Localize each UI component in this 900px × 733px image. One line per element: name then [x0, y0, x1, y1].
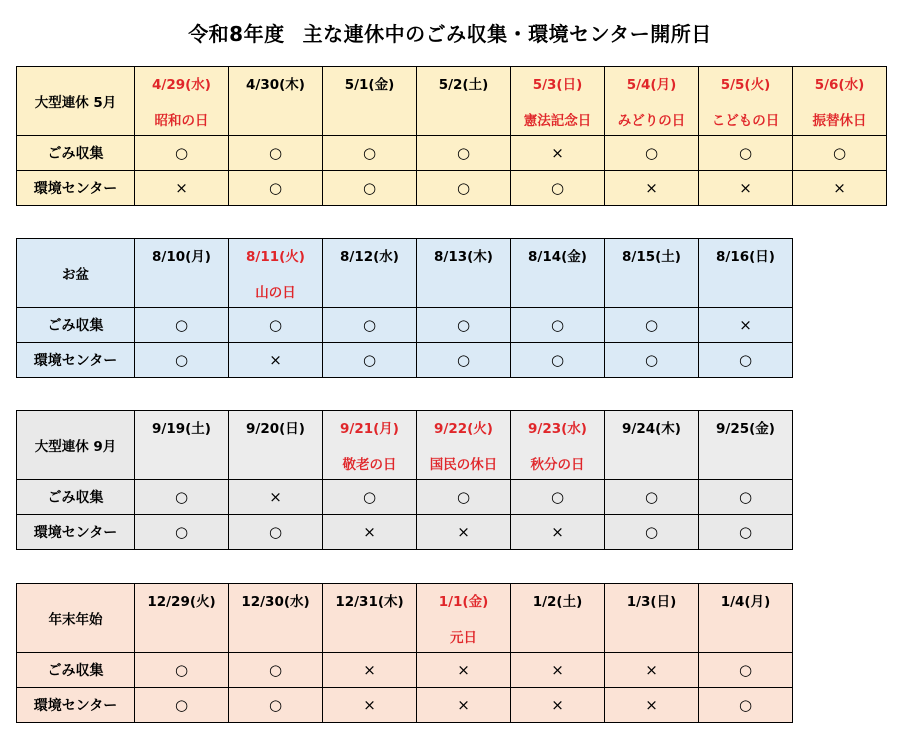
date-cell: [323, 584, 417, 653]
date-text: 9/19(土): [152, 421, 211, 437]
period-label: 大型連休 5月: [17, 67, 135, 136]
closed-mark: ×: [417, 515, 511, 550]
date-text: 1/3(日): [626, 594, 677, 610]
title-year: 令和8年度: [188, 22, 285, 46]
date-text: 9/23(水): [528, 421, 587, 437]
date-cell: [229, 411, 323, 480]
closed-mark: ×: [323, 515, 417, 550]
open-mark: ○: [511, 171, 605, 206]
holiday-name: 振替休日: [812, 113, 867, 129]
schedule-table-september-holidays: [16, 410, 793, 550]
date-cell: [511, 584, 605, 653]
open-mark: ○: [605, 343, 699, 378]
open-mark: ○: [323, 308, 417, 343]
open-mark: ○: [229, 653, 323, 688]
holiday-name: 国民の休日: [429, 457, 498, 473]
open-mark: ○: [699, 515, 793, 550]
environment-center-row: [17, 171, 887, 206]
date-cell: [511, 67, 605, 136]
date-text: 8/15(土): [622, 249, 681, 265]
open-mark: ○: [699, 343, 793, 378]
date-text: 9/20(日): [246, 421, 305, 437]
date-text: 9/25(金): [716, 421, 775, 437]
date-text: 5/6(水): [814, 77, 865, 93]
date-text: 5/3(日): [532, 77, 583, 93]
closed-mark: ×: [229, 343, 323, 378]
date-text: 8/14(金): [528, 249, 587, 265]
date-cell: [605, 584, 699, 653]
date-cell: [229, 67, 323, 136]
row-label: ごみ収集: [17, 653, 135, 688]
holiday-name: こどもの日: [711, 113, 780, 129]
date-cell: [511, 411, 605, 480]
date-cell: [699, 411, 793, 480]
open-mark: ○: [417, 480, 511, 515]
open-mark: ○: [511, 480, 605, 515]
date-text: 5/5(火): [720, 77, 771, 93]
closed-mark: ×: [323, 688, 417, 723]
open-mark: ○: [229, 171, 323, 206]
date-cell: [323, 239, 417, 308]
holiday-name: 昭和の日: [154, 113, 209, 129]
closed-mark: ×: [699, 308, 793, 343]
closed-mark: ×: [417, 653, 511, 688]
closed-mark: ×: [323, 653, 417, 688]
date-text: 12/30(水): [241, 594, 310, 610]
open-mark: ○: [605, 515, 699, 550]
date-cell: [135, 411, 229, 480]
closed-mark: ×: [699, 171, 793, 206]
date-text: 9/24(木): [622, 421, 681, 437]
open-mark: ○: [135, 688, 229, 723]
date-cell: [699, 67, 793, 136]
date-cell: [135, 584, 229, 653]
schedule-table-obon: [16, 238, 793, 378]
title-text: 主な連休中のごみ収集・環境センター開所日: [302, 22, 712, 46]
date-header-row: [17, 411, 793, 480]
open-mark: ○: [323, 136, 417, 171]
period-label: 大型連休 9月: [17, 411, 135, 480]
open-mark: ○: [323, 480, 417, 515]
open-mark: ○: [511, 308, 605, 343]
holiday-name: 山の日: [255, 285, 296, 301]
date-text: 8/13(木): [434, 249, 493, 265]
open-mark: ○: [605, 308, 699, 343]
date-text: 4/29(水): [152, 77, 211, 93]
schedule-table-new-year: [16, 583, 793, 723]
row-label: ごみ収集: [17, 136, 135, 171]
holiday-name: 憲法記念日: [523, 113, 592, 129]
date-text: 8/11(火): [246, 249, 305, 265]
date-cell: [135, 67, 229, 136]
date-text: 9/22(火): [434, 421, 493, 437]
open-mark: ○: [135, 515, 229, 550]
open-mark: ○: [605, 480, 699, 515]
date-cell: [323, 411, 417, 480]
closed-mark: ×: [229, 480, 323, 515]
date-cell: [699, 239, 793, 308]
row-label: 環境センター: [17, 171, 135, 206]
date-header-row: [17, 67, 887, 136]
closed-mark: ×: [417, 688, 511, 723]
date-cell: [417, 584, 511, 653]
open-mark: ○: [135, 136, 229, 171]
date-cell: [229, 584, 323, 653]
period-label: お盆: [17, 239, 135, 308]
date-text: 8/16(日): [716, 249, 775, 265]
row-label: 環境センター: [17, 515, 135, 550]
date-cell: [229, 239, 323, 308]
open-mark: ○: [793, 136, 887, 171]
garbage-collection-row: [17, 653, 793, 688]
date-cell: [699, 584, 793, 653]
open-mark: ○: [699, 136, 793, 171]
date-cell: [605, 239, 699, 308]
open-mark: ○: [605, 136, 699, 171]
date-text: 5/2(土): [438, 77, 489, 93]
open-mark: ○: [699, 480, 793, 515]
holiday-name: 敬老の日: [342, 457, 397, 473]
closed-mark: ×: [511, 136, 605, 171]
date-text: 1/2(土): [532, 594, 583, 610]
date-text: 5/1(金): [344, 77, 395, 93]
open-mark: ○: [417, 171, 511, 206]
date-text: 4/30(木): [246, 77, 305, 93]
date-cell: [511, 239, 605, 308]
date-cell: [135, 239, 229, 308]
date-header-row: [17, 584, 793, 653]
date-cell: [605, 411, 699, 480]
closed-mark: ×: [511, 688, 605, 723]
page-title: [0, 18, 900, 47]
date-cell: [417, 411, 511, 480]
date-cell: [323, 67, 417, 136]
date-text: 12/31(木): [335, 594, 404, 610]
open-mark: ○: [229, 515, 323, 550]
closed-mark: ×: [511, 515, 605, 550]
open-mark: ○: [229, 688, 323, 723]
closed-mark: ×: [511, 653, 605, 688]
date-text: 1/4(月): [720, 594, 771, 610]
closed-mark: ×: [605, 688, 699, 723]
date-text: 9/21(月): [340, 421, 399, 437]
open-mark: ○: [135, 343, 229, 378]
closed-mark: ×: [605, 171, 699, 206]
date-cell: [605, 67, 699, 136]
date-text: 5/4(月): [626, 77, 677, 93]
closed-mark: ×: [135, 171, 229, 206]
open-mark: ○: [699, 688, 793, 723]
open-mark: ○: [511, 343, 605, 378]
date-cell: [417, 67, 511, 136]
open-mark: ○: [135, 653, 229, 688]
period-label: 年末年始: [17, 584, 135, 653]
holiday-name: 秋分の日: [530, 457, 585, 473]
open-mark: ○: [417, 308, 511, 343]
date-text: 8/12(水): [340, 249, 399, 265]
open-mark: ○: [699, 653, 793, 688]
date-cell: [793, 67, 887, 136]
open-mark: ○: [229, 308, 323, 343]
garbage-collection-row: [17, 480, 793, 515]
row-label: 環境センター: [17, 343, 135, 378]
date-header-row: [17, 239, 793, 308]
row-label: 環境センター: [17, 688, 135, 723]
date-cell: [417, 239, 511, 308]
environment-center-row: [17, 515, 793, 550]
row-label: ごみ収集: [17, 308, 135, 343]
date-text: 1/1(金): [438, 594, 489, 610]
schedule-table-golden-week: [16, 66, 887, 206]
date-text: 12/29(火): [147, 594, 216, 610]
open-mark: ○: [417, 343, 511, 378]
closed-mark: ×: [793, 171, 887, 206]
closed-mark: ×: [605, 653, 699, 688]
open-mark: ○: [135, 480, 229, 515]
environment-center-row: [17, 343, 793, 378]
open-mark: ○: [323, 343, 417, 378]
holiday-name: みどりの日: [617, 113, 686, 129]
open-mark: ○: [417, 136, 511, 171]
garbage-collection-row: [17, 308, 793, 343]
environment-center-row: [17, 688, 793, 723]
open-mark: ○: [135, 308, 229, 343]
row-label: ごみ収集: [17, 480, 135, 515]
open-mark: ○: [323, 171, 417, 206]
open-mark: ○: [229, 136, 323, 171]
date-text: 8/10(月): [152, 249, 211, 265]
holiday-name: 元日: [450, 630, 477, 646]
garbage-collection-row: [17, 136, 887, 171]
